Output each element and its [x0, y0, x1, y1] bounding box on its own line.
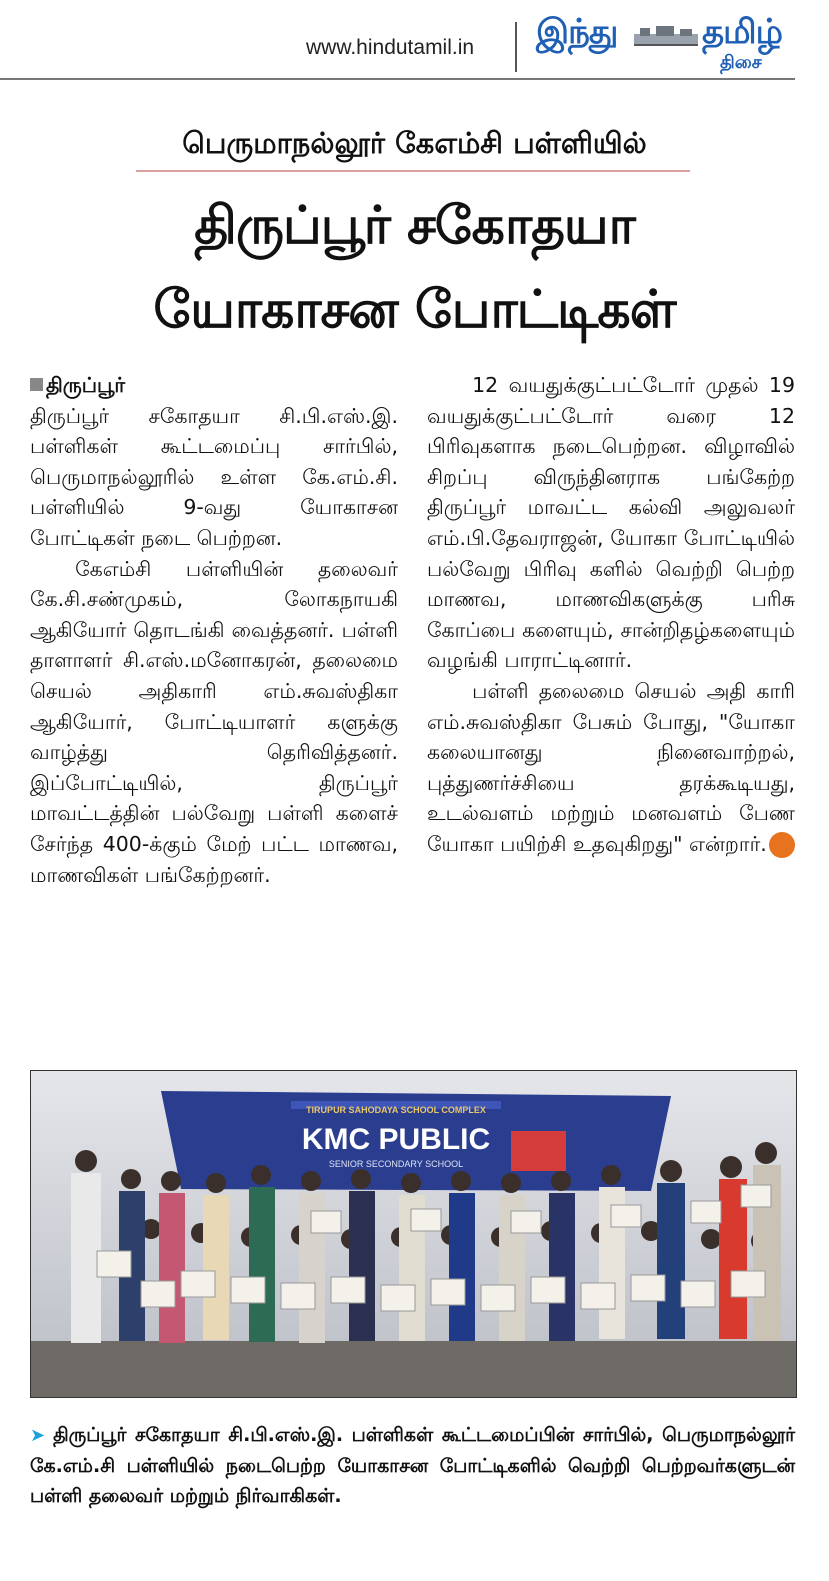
header-divider: [515, 22, 517, 72]
paragraph: பள்ளி தலைமை செயல் அதி காரி எம்.சுவஸ்திகா பேசும் போது, "யோகா கலையானது நினைவாற்றல், புத்துணர்ச்சியை தரக்கூடியது, உடல்வளம் மற்றும் மனவளம் பேண யோகா பயிற்சி உதவுகிறது" என்றார்.: [427, 678, 795, 856]
banner-main-text: KMC PUBLIC: [301, 1123, 491, 1156]
end-mark-icon: [769, 832, 795, 858]
header-rule: [0, 78, 795, 80]
newspaper-emblem-icon: [632, 24, 700, 46]
kicker-underline: [136, 170, 690, 172]
photo-caption: ➤ திருப்பூர் சகோதயா சி.பி.எஸ்.இ. பள்ளிகள் கூட்டமைப்பின் சார்பில், பெருமாநல்லூர் கே.எம்.சி பள்ளியில் நடைபெற்ற யோகாசன போட்டிகளில் வெற்றி பெற்றவர்களுடன் பள்ளி தலைவர் மற்றும் நிர்வாகிகள்.: [30, 1424, 795, 1507]
logo-word-3: திசை: [720, 52, 762, 73]
logo-word-2: தமிழ்: [702, 12, 782, 52]
paragraph: 12 வயதுக்குட்பட்டோர் முதல் 19 வயதுக்குட்பட்டோர் வரை 12 பிரிவுகளாக நடைபெற்றன. விழாவில் சிறப்பு விருந்தினராக பங்கேற்ற திருப்பூர் மாவட்ட கல்வி அலுவலர் எம்.பி.தேவராஜன், யோகா போட்டியில் பல்வேறு பிரிவு களில் வெற்றி பெற்ற மாணவ, மாணவிகளுக்கு பரிசு கோப்பை களையும், சான்றிதழ்களையும் வழங்கி பாராட்டினார்.: [427, 373, 795, 673]
article-kicker: பெருமாநல்லூர் கேஎம்சி பள்ளியில்: [182, 126, 647, 160]
headline-line-1: திருப்பூர் சகோதயா: [194, 196, 635, 256]
group-photo-illustration: [31, 1071, 796, 1397]
site-url[interactable]: www.hindutamil.in: [306, 36, 475, 59]
article-column-right: [427, 370, 795, 860]
logo-word-1: இந்து: [536, 12, 618, 52]
banner-sub-text: SENIOR SECONDARY SCHOOL: [328, 1159, 464, 1169]
article-column-left: [30, 370, 398, 890]
masthead-logo[interactable]: [532, 10, 797, 76]
article-photo: [30, 1070, 797, 1398]
paragraph: திருப்பூர் சகோதயா சி.பி.எஸ்.இ. பள்ளிகள் கூட்டமைப்பு சார்பில், பெருமாநல்லூரில் உள்ள கே.எம்.சி. பள்ளியில் 9-வது யோகாசன போட்டிகள் நடை பெற்றன.: [30, 403, 398, 550]
dateline: திருப்பூர்: [30, 370, 398, 401]
dateline-square-icon: [30, 378, 43, 391]
banner-small-text: TIRUPUR SAHODAYA SCHOOL COMPLEX: [306, 1105, 486, 1115]
paragraph: கேஎம்சி பள்ளியின் தலைவர் கே.சி.சண்முகம், லோகநாயகி ஆகியோர் தொடங்கி வைத்தனர். பள்ளி தாளாளர் சி.எஸ்.மனோகரன், தலைமை செயல் அதிகாரி எம்.சுவஸ்திகா ஆகியோர், போட்டியாளர் களுக்கு வாழ்த்து தெரிவித்தனர். இப்போட்டியில், திருப்பூர் மாவட்டத்தின் பல்வேறு பள்ளி களைச் சேர்ந்த 400-க்கும் மேற் பட்ட மாணவ, மாணவிகள் பங்கேற்றனர்.: [30, 556, 398, 887]
page-header: [0, 0, 829, 80]
caption-arrow-icon: ➤: [30, 1425, 46, 1446]
headline-line-2: யோகாசன போட்டிகள்: [153, 280, 676, 340]
